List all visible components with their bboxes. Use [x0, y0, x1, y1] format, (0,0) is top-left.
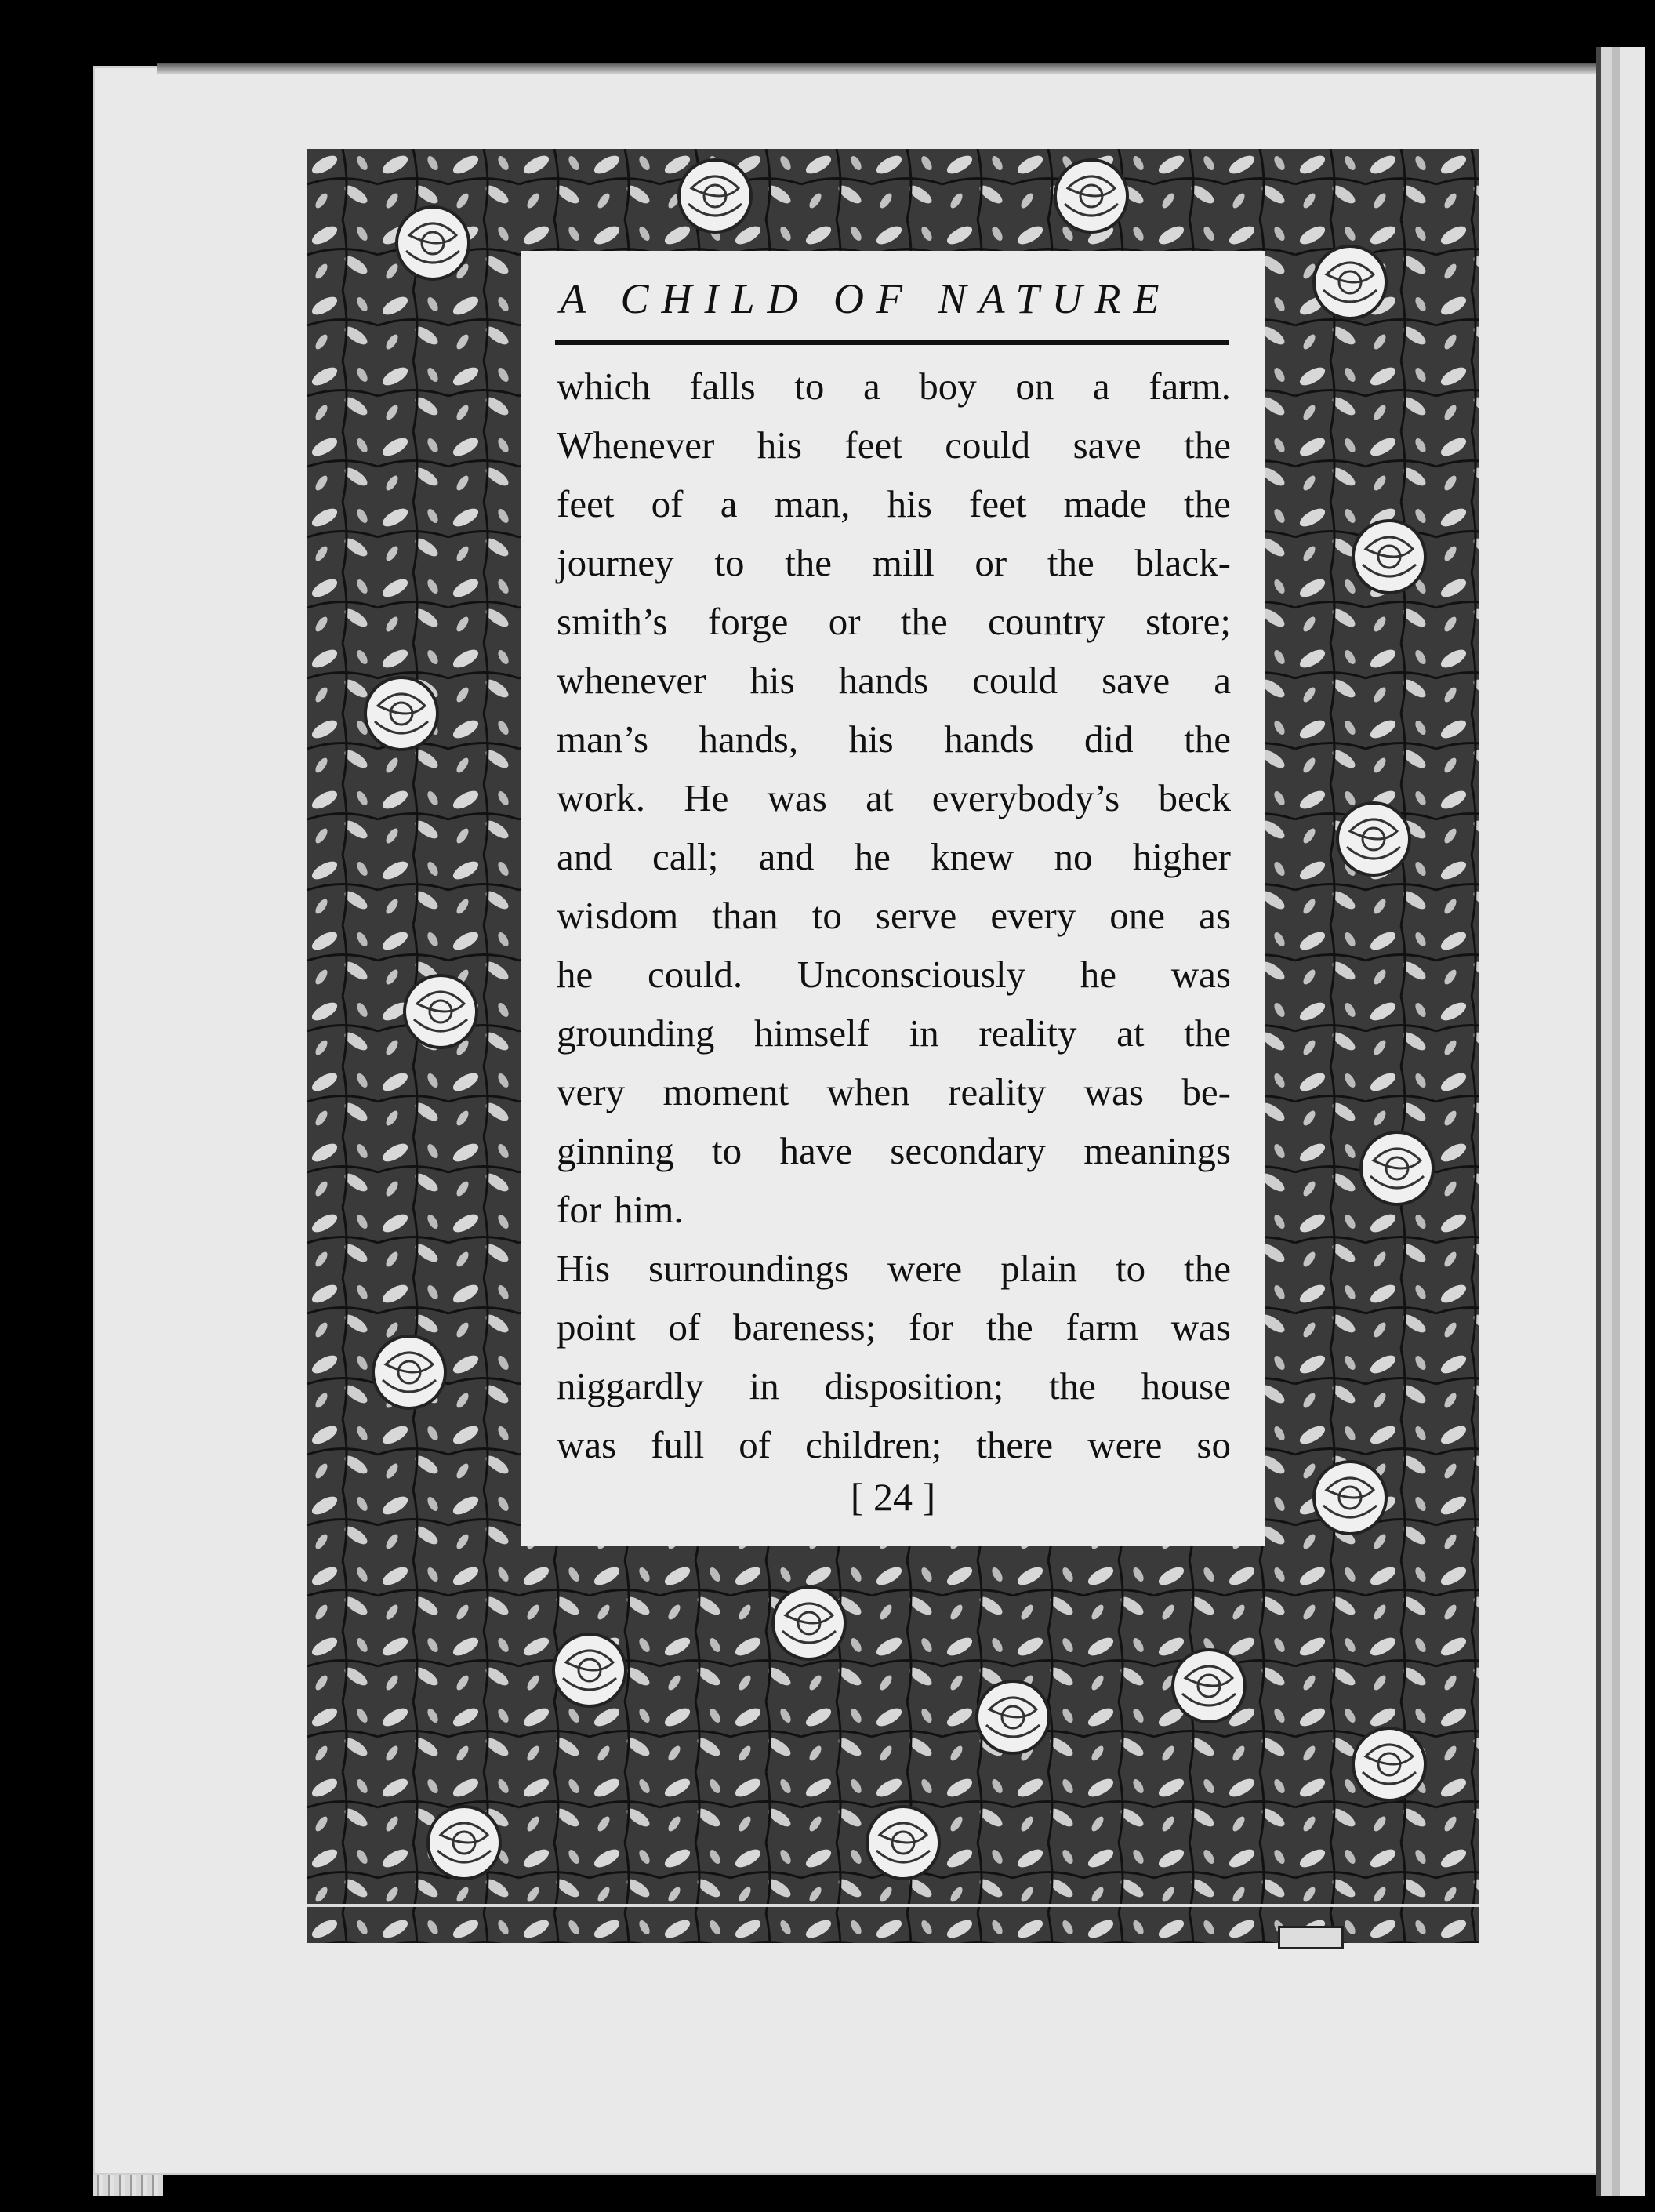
word: could	[972, 659, 1058, 702]
word: store;	[1145, 600, 1231, 643]
word: of	[651, 482, 684, 525]
word: serve	[875, 894, 957, 937]
word: black-	[1134, 541, 1231, 584]
word: man,	[774, 482, 851, 525]
text-line	[557, 474, 1231, 533]
word: he	[854, 835, 891, 878]
word: He	[684, 776, 729, 819]
word: have	[779, 1129, 852, 1172]
word: disposition;	[824, 1364, 1004, 1407]
word: save	[1102, 659, 1170, 702]
word: a	[1092, 365, 1110, 408]
word: at	[1116, 1012, 1145, 1055]
word: for	[557, 1188, 602, 1231]
word: reality	[948, 1070, 1047, 1113]
word: Whenever	[557, 423, 715, 467]
word: moment	[662, 1070, 789, 1113]
word: his	[749, 659, 795, 702]
word: every	[990, 894, 1076, 937]
word: himself	[754, 1012, 870, 1055]
word: higher	[1132, 835, 1231, 878]
word: on	[1015, 365, 1054, 408]
text-line	[557, 1357, 1231, 1415]
word: be-	[1181, 1070, 1231, 1113]
word: to	[794, 365, 825, 408]
word: were	[887, 1247, 963, 1290]
word: grounding	[557, 1012, 715, 1055]
word: which	[557, 365, 651, 408]
word: hands	[944, 717, 1034, 761]
word: whenever	[557, 659, 706, 702]
word: one	[1109, 894, 1166, 937]
word: children;	[805, 1423, 942, 1466]
running-head-rule	[555, 340, 1229, 345]
word: country	[988, 600, 1105, 643]
word: the	[1184, 482, 1231, 525]
word: he	[1080, 953, 1117, 996]
word: bareness;	[733, 1306, 876, 1349]
facing-page-edge	[1596, 47, 1645, 2196]
word: forge	[707, 600, 789, 643]
page-top-edge	[157, 63, 1599, 74]
word: the	[985, 1306, 1033, 1349]
word: man’s	[557, 717, 649, 761]
word: to	[714, 541, 745, 584]
word: His	[557, 1247, 611, 1290]
text-line	[557, 1180, 1231, 1239]
running-head: A CHILD OF NATURE	[560, 275, 1172, 322]
word: and	[557, 835, 612, 878]
word: was	[1170, 953, 1231, 996]
word: a	[1214, 659, 1231, 702]
text-line	[557, 1415, 1231, 1474]
body-text	[557, 357, 1231, 1474]
text-line	[557, 1004, 1231, 1062]
word: of	[739, 1423, 771, 1466]
word: was	[767, 776, 827, 819]
word: so	[1196, 1423, 1231, 1466]
word: the	[1047, 541, 1094, 584]
word: wisdom	[557, 894, 679, 937]
page-number: [ 24 ]	[850, 1475, 936, 1519]
word: farm	[1065, 1306, 1138, 1349]
word: him.	[614, 1188, 684, 1231]
word: everybody’s	[931, 776, 1120, 819]
word: knew	[931, 835, 1014, 878]
word: there	[976, 1423, 1054, 1466]
word: full	[651, 1423, 705, 1466]
text-line	[557, 1062, 1231, 1121]
word: or	[828, 600, 861, 643]
text-line	[557, 533, 1231, 592]
word: to	[811, 894, 842, 937]
text-line	[557, 1121, 1231, 1180]
text-line	[557, 710, 1231, 768]
word: work.	[557, 776, 645, 819]
word: could	[945, 423, 1031, 467]
word: the	[1184, 1012, 1231, 1055]
word: to	[1116, 1247, 1146, 1290]
word: as	[1199, 894, 1231, 937]
word: were	[1087, 1423, 1163, 1466]
word: did	[1084, 717, 1134, 761]
word: the	[785, 541, 833, 584]
text-line	[557, 886, 1231, 945]
word: Unconsciously	[797, 953, 1026, 996]
word: the	[1184, 1247, 1231, 1290]
word: or	[974, 541, 1007, 584]
word: the	[1184, 717, 1231, 761]
word: at	[866, 776, 894, 819]
word: very	[557, 1070, 626, 1113]
text-line	[557, 1239, 1231, 1298]
word: meanings	[1083, 1129, 1231, 1172]
word: reality	[978, 1012, 1077, 1055]
word: secondary	[890, 1129, 1046, 1172]
text-line	[557, 651, 1231, 710]
word: made	[1063, 482, 1147, 525]
word: smith’s	[557, 600, 668, 643]
word: call;	[652, 835, 719, 878]
word: for	[909, 1306, 954, 1349]
word: falls	[689, 365, 756, 408]
word: beck	[1158, 776, 1231, 819]
word: could.	[647, 953, 743, 996]
word: no	[1054, 835, 1093, 878]
word: feet	[844, 423, 902, 467]
text-panel	[521, 251, 1265, 1546]
text-line	[557, 768, 1231, 827]
text-line	[557, 1298, 1231, 1357]
word: and	[758, 835, 815, 878]
word: than	[712, 894, 779, 937]
text-line	[557, 945, 1231, 1004]
word: to	[712, 1129, 742, 1172]
word: boy	[919, 365, 977, 408]
word: his	[757, 423, 802, 467]
word: farm.	[1149, 365, 1231, 408]
word: house	[1141, 1364, 1231, 1407]
word: niggardly	[557, 1364, 704, 1407]
word: when	[826, 1070, 910, 1113]
word: hands,	[699, 717, 799, 761]
word: journey	[557, 541, 674, 584]
word: his	[848, 717, 894, 761]
word: in	[749, 1364, 779, 1407]
word: he	[557, 953, 593, 996]
word: plain	[1000, 1247, 1078, 1290]
word: feet	[557, 482, 615, 525]
word: his	[887, 482, 932, 525]
text-line	[557, 592, 1231, 651]
word: surroundings	[648, 1247, 849, 1290]
text-line	[557, 357, 1231, 416]
word: a	[862, 365, 880, 408]
word: in	[909, 1012, 939, 1055]
word: hands	[838, 659, 929, 702]
word: feet	[969, 482, 1027, 525]
word: was	[1083, 1070, 1144, 1113]
word: the	[1048, 1364, 1096, 1407]
word: was	[1170, 1306, 1231, 1349]
word: the	[900, 600, 948, 643]
word: the	[1184, 423, 1231, 467]
word: point	[557, 1306, 636, 1349]
word: ginning	[557, 1129, 674, 1172]
artist-monogram	[1278, 1926, 1344, 1949]
text-line	[557, 827, 1231, 886]
word: a	[720, 482, 738, 525]
word: of	[668, 1306, 701, 1349]
word: mill	[872, 541, 935, 584]
text-line	[557, 416, 1231, 474]
word: save	[1072, 423, 1141, 467]
word: was	[557, 1423, 617, 1466]
